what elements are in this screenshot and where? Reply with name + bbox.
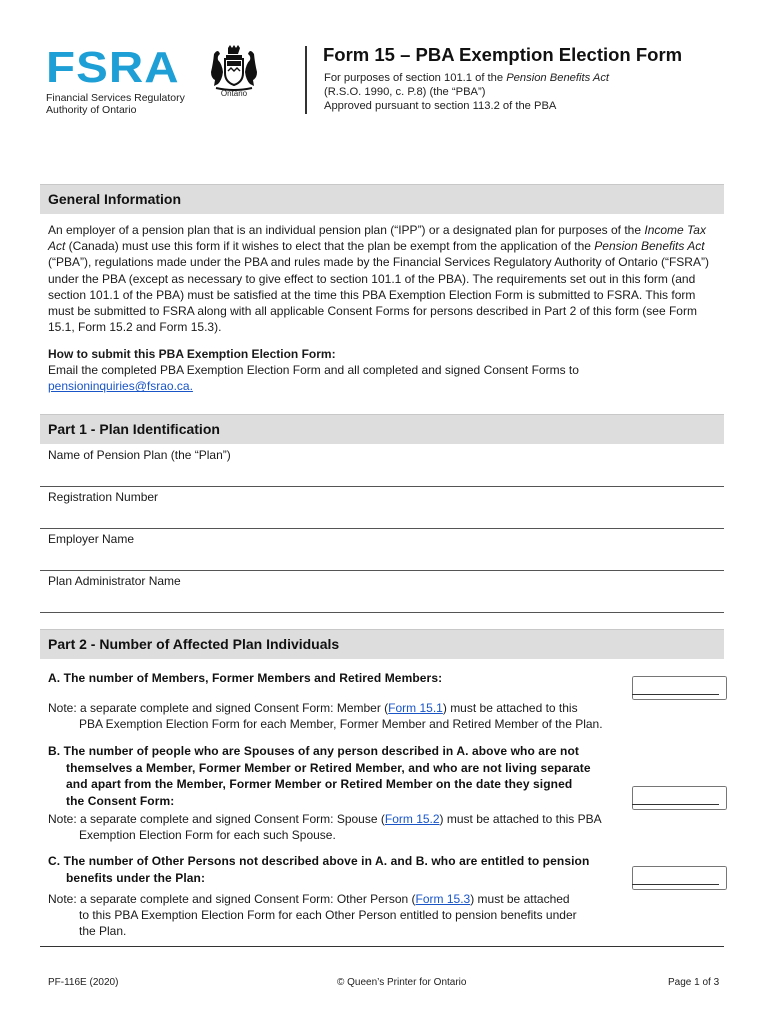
question-b-input[interactable] xyxy=(632,786,727,810)
footer-rule xyxy=(40,946,724,947)
fsra-subtitle-line2: Authority of Ontario xyxy=(46,103,137,116)
question-c-input[interactable] xyxy=(632,866,727,890)
plan-administrator-label: Plan Administrator Name xyxy=(48,574,181,588)
form-15-2-link[interactable]: Form 15.2 xyxy=(384,812,440,826)
section-header-general xyxy=(40,185,724,214)
question-a-input[interactable] xyxy=(632,676,727,700)
question-c-answer-line xyxy=(632,884,719,885)
question-c-line1: C. The number of Other Persons not described above in A. and B. who are entitled to pension xyxy=(48,854,590,868)
question-a-note-tail: ) must be attached to this xyxy=(442,701,578,715)
form-code: PF-116E (2020) xyxy=(48,977,119,988)
submit-text: Email the completed PBA Exemption Election Form and all completed and signed Consent Forms to xyxy=(48,363,579,377)
plan-name-input[interactable] xyxy=(40,462,728,488)
general-italic-ita: Income Tax Act xyxy=(48,223,706,254)
section-header-part2 xyxy=(40,630,724,659)
field-underline xyxy=(40,570,724,571)
question-c-note-tail: ) must be attached xyxy=(470,892,570,906)
header-purpose-prefix: For purposes of section 101.1 of the xyxy=(324,72,507,84)
general-description xyxy=(48,222,720,335)
form-15-1-link[interactable]: Form 15.1 xyxy=(388,701,443,715)
plan-administrator-input[interactable] xyxy=(40,588,728,614)
question-b-note-tail: ) must be attached to this PBA xyxy=(439,812,602,826)
field-underline xyxy=(40,612,724,613)
general-text-3: (“PBA”), regulations made under the PBA and rules made by the Financial Services Regulatory Authority of Ontario (“FSRA”) under the PBA (except as necessary to give effect to section 101.1 of the PBA). The requirements set out in this form (and section 101.1 of the PBA) must be satisfied at the time this PBA Exemption Election Form is submitted to FSRA. This form must be submitted to FSRA along with all applicable Consent Forms for persons described in Part 2 of this form (see Form 15.1, Form 15.2 and Form 15.3). xyxy=(48,255,709,335)
question-a-note-text: Note: a separate complete and signed Consent Form: Member ( xyxy=(48,701,389,715)
submit-heading: How to submit this PBA Exemption Election Form: xyxy=(48,347,336,361)
question-a-note xyxy=(48,700,648,732)
question-a-note-line2: PBA Exemption Election Form for each Member, Former Member and Retired Member of the Plan. xyxy=(79,717,603,731)
header-statute-line: (R.S.O. 1990, c. P.8) (the “PBA”) xyxy=(324,86,486,98)
registration-number-input[interactable] xyxy=(40,504,728,530)
question-c-note xyxy=(48,891,648,939)
copyright: © Queen’s Printer for Ontario xyxy=(337,977,467,988)
registration-number-label: Registration Number xyxy=(48,490,159,504)
question-c-line2: benefits under the Plan: xyxy=(66,870,206,885)
general-italic-pba: Pension Benefits Act xyxy=(594,239,705,254)
page-number: Page 1 of 3 xyxy=(668,977,720,988)
employer-name-label: Employer Name xyxy=(48,532,135,546)
employer-name-input[interactable] xyxy=(40,546,728,572)
field-underline xyxy=(40,486,724,487)
question-b-line2: themselves a Member, Former Member or Retired Member, and who are not living separate xyxy=(66,760,591,775)
question-c-heading xyxy=(48,853,628,886)
question-b-answer-line xyxy=(632,804,719,805)
question-c-note-text: Note: a separate complete and signed Consent Form: Other Person ( xyxy=(48,892,416,906)
question-b-line4: the Consent Form: xyxy=(66,793,175,808)
field-underline xyxy=(40,528,724,529)
section-header-part1 xyxy=(40,415,724,444)
general-text-1: An employer of a pension plan that is an individual pension plan (“IPP”) or a designated plan for purposes of the xyxy=(48,223,645,237)
header-approval-line: Approved pursuant to section 113.2 of the PBA xyxy=(324,100,557,112)
question-b-heading xyxy=(48,743,628,809)
section-title-part1: Part 1 - Plan Identification xyxy=(48,421,220,437)
fsra-logo-text: FSRA xyxy=(46,43,180,92)
ontario-label: Ontario xyxy=(220,89,248,98)
question-a-heading: A. The number of Members, Former Members and Retired Members: xyxy=(48,671,443,685)
question-c-note-line2: to this PBA Exemption Election Form for each Other Person entitled to pension benefits under xyxy=(79,908,577,922)
question-b-line3: and apart from the Member, Former Member or Retired Member on the date they signed xyxy=(66,777,573,791)
general-text-2: (Canada) must use this form if it wishes to elect that the plan be exempt from the application of the xyxy=(65,239,595,254)
header-divider xyxy=(305,46,307,114)
question-b-note xyxy=(48,811,648,843)
submit-instructions xyxy=(48,362,720,394)
section-title-part2: Part 2 - Number of Affected Plan Individuals xyxy=(48,636,340,652)
plan-name-label: Name of Pension Plan (the “Plan”) xyxy=(48,448,231,462)
fsra-logo xyxy=(46,43,191,118)
question-c-note-line3: the Plan. xyxy=(79,924,127,938)
form-15-3-link[interactable]: Form 15.3 xyxy=(415,892,471,906)
question-b-note-text: Note: a separate complete and signed Consent Form: Spouse ( xyxy=(48,812,385,826)
question-b-line1: B. The number of people who are Spouses of any person described in A. above who are not xyxy=(48,744,580,758)
header-act-name: Pension Benefits Act xyxy=(506,72,610,84)
question-b-note-line2: Exemption Election Form for each such Spouse. xyxy=(79,828,336,842)
form-title: Form 15 – PBA Exemption Election Form xyxy=(323,44,683,65)
fsra-logo-subtitle xyxy=(46,93,196,116)
email-link[interactable]: pensioninquiries@fsrao.ca. xyxy=(48,379,193,394)
header-purpose-line xyxy=(324,72,609,84)
section-title-general: General Information xyxy=(48,191,182,207)
question-a-answer-line xyxy=(632,694,719,695)
fsra-subtitle-line1: Financial Services Regulatory xyxy=(46,92,185,104)
